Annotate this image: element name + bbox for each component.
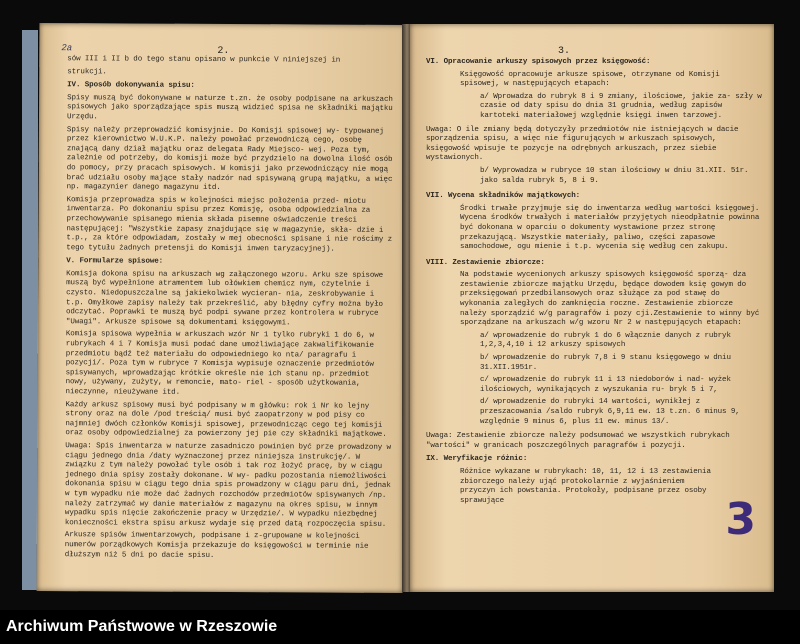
text-line: oznaczenie przedmiotów spisywanych, wprowadzając krótkie określe	[65, 360, 374, 378]
list-item	[426, 376, 762, 395]
list-item	[426, 167, 762, 186]
text-line: Po dokonaniu spisu przez Komisję, osoba odpowiedzialna za	[119, 205, 371, 216]
text-line: Zestawienie zbiorcze należy sporządzić w/g paragrafów i pozy	[460, 300, 733, 318]
text-line: cego tej komisji oraz osoby odpowiedzialnej za powierzony jej pie	[65, 421, 383, 439]
paragraph	[426, 468, 762, 506]
list-item	[426, 93, 762, 122]
handwritten-page-number: 3	[725, 494, 756, 545]
text-line: danie materiałów z magazynu na okres spisu, w innym wypadku spis	[64, 500, 378, 518]
list-item	[426, 398, 762, 427]
page-number-right: 3.	[558, 46, 571, 57]
text-line: 51r. jako salda rubryk 5, 8 i 9.	[480, 166, 749, 185]
note-paragraph: Uwaga: O ile zmiany będą dotyczyły przedmiotów nie istniejących w dacie sporządzenia spisu, a więc nie figurujących w arkuszach spisowych, księgowość wpisuje te pozycje na odrębnych arkuszach, przez siebie wystawionych.	[426, 125, 739, 163]
text-line: taryzacyjnej).	[273, 244, 335, 254]
text-line: dniu 31.XII.1951r.	[480, 354, 731, 372]
text-line: powinna być dokonana w oparciu o dokumenty wystawione przez	[460, 214, 760, 232]
text-line: jako przewodniczący nie mogą brać udziału osoby mające stały nadzór nad	[66, 165, 389, 183]
text-line: dzie i t.p., za które odpowiadam, zostały w mej obecności spisane	[66, 226, 384, 244]
text-line: i nie rościmy z tego tytułu żadnych pretensji do Komisji inwen	[66, 235, 393, 253]
text-line: Wycena środków trwałych i materiałów przyjętych nieodpłatnie	[460, 214, 725, 223]
text-line: instrukcję/. W związku z tym należy powołać tyle osób i tak roz	[65, 452, 361, 471]
text-line: spisywaną grupą majątku, a więc np. magazynier danego magazynu itd.	[66, 174, 393, 193]
page-edge-strip	[22, 30, 38, 590]
paragraph	[66, 331, 394, 400]
text-line: w terminie nie dłuższym niż 5 dni po dacie spisu.	[64, 542, 369, 560]
text-line: aby błędny cyfry można było odczytać. Poprawki te muszą być podpi	[65, 299, 383, 318]
text-line: gowym do przeksięgowań przedbilansowych oraz służące za pod	[460, 280, 747, 299]
text-line: cji.Zestawienie to winny być sporządzane na arkuszach w/g	[460, 309, 760, 328]
text-line: przeszacowania /saldo rubryk 6,9,11 ew. 13 t.zn.	[480, 408, 692, 416]
text-line: Arkusze spisowe są dokumentami księgowymi.	[105, 318, 291, 328]
text-line: tarzowej.	[682, 111, 723, 120]
text-line: zbiorczego należy ująć protokolarnie z wyjaśnieniem przyczyn	[460, 477, 685, 496]
text-line: prowadzony w ciągu jednego dnia /daty wyznaczonej przez niniejsza	[65, 443, 391, 461]
text-line: Każdy arkusz spisowy musi być podpisany w m główku: rok i Nr ko	[65, 400, 343, 411]
text-line: wyżek ilościowych, wynikających z wyszukania ru-	[480, 376, 731, 394]
text-line: nym, czytelnie i czysto. Niedopuszczalne są jakiekolwiek wycieran-	[66, 280, 370, 299]
text-line: Środki trwałe przyjmuje się do inwentarza według wartości	[460, 204, 711, 213]
section-heading: VI. Opracowanie arkuszy spisowych przez księgowość:	[426, 58, 651, 66]
section-heading: VII. Wycena składników majątkowych:	[426, 192, 581, 201]
text-line: lejny strony oraz na dole /pod treścią/ musi być zaopatrzony w pod	[65, 402, 370, 420]
text-line: sywane przez kontrolera w rubryce "Uwagi".	[65, 309, 379, 327]
paragraph	[66, 196, 394, 255]
paragraph	[65, 401, 393, 441]
text-line: nięcie zakończenie pracy w Urzędzie/. W wypadku niezbędnej konieczności	[64, 509, 378, 528]
text-line: Uwaga: Spis inwentarza w naturze zasadniczo powinien być prze	[65, 442, 334, 452]
text-line: Na podstawie wycenionych arkuszy spisowych księgowość sporzą-	[460, 271, 729, 280]
section-heading: VIII. Zestawienie zbiorcze:	[426, 258, 545, 267]
text-line: ne składniki majątku Urzędu.	[66, 104, 393, 122]
text-line: padku pozostania niemożliwości dokonania spisu w ciągu tego dnia spis	[65, 471, 387, 490]
page-number-left: 2.	[217, 45, 230, 58]
text-line: ich powstania. Protokoły, podpisane przez osoby sprawujące	[460, 487, 707, 505]
text-line: prowadzony w ciągu paru dni, jednak w tym wypadku nie może dać	[65, 481, 391, 499]
paragraph	[426, 205, 762, 253]
archive-footer	[0, 610, 800, 644]
text-line: wzoru Nr 2 w następujących etapach:	[587, 319, 742, 328]
text-line: pisy co najmniej dwóch członków Komisji spisowej, przewodnicząc	[65, 411, 365, 430]
text-line: typowanej przez kierownictwo W.U.K.P. należy powołać przewodniczą	[66, 127, 384, 145]
text-line: cego, osobę znającą dany dział majątku oraz delegata Rady Miejsco-	[66, 136, 362, 155]
right-page	[410, 24, 774, 592]
text-line: Księgowość opracowuje arkusze spisowe, otrzymane od Komisji	[460, 70, 720, 79]
note-paragraph: Uwaga: Zestawienie zbiorcze należy podsumować we wszystkich rubrykach "wartości" w granicach poszczególnych paragrafów i pozycji.	[426, 432, 730, 450]
text-line: mienie i t.p. wycenia się według cen zakupu.	[534, 243, 729, 252]
text-line: spisowej, w następujących etapach:	[460, 80, 610, 89]
paragraph	[426, 71, 762, 90]
text-line: na arkuszach spisowych jako sporządzające spis muszą widzieć spisa	[67, 95, 393, 113]
text-line: a/ Wprowadza do rubryk 8 i 9 zmiany, ilościowe, jakie za-	[480, 92, 731, 101]
text-line: 13/.	[651, 417, 670, 426]
text-line: szły w czasie od daty spisu do dnia 31 grudnia, według	[480, 92, 762, 111]
text-line: a/ wprowadzenie do rubryk 1 do 6 włącznie	[480, 331, 661, 340]
text-line: dza zestawienie zbiorcze majątku Urzędu, będące dowodem księ	[460, 271, 747, 289]
text-line: zakwalifikowanie przedmiotu bądź też materiału do odpowiedniego ko	[65, 341, 374, 359]
text-line: czy składniki majątkowe.	[280, 430, 387, 440]
paragraph	[65, 442, 393, 530]
text-line: stronę przekazującą.	[460, 223, 716, 242]
text-line: łożyć pracę, by w ciągu jednego dnia spisy zostały dokonane. W wy-	[65, 462, 383, 480]
section-heading: V. Formularze spisowe:	[66, 257, 164, 266]
list-item	[426, 354, 762, 373]
text-line: Spisy muszą być dokonywane w naturze t.zn. że osoby podpisane	[67, 93, 336, 104]
text-line: b/ wprowadzenie do rubryk 7,8 i 9 stanu księgowego w	[480, 354, 709, 363]
text-line: nta/ paragrafu i pozycji/. Poza tym w rubryce 7 Komisja wypisuje	[65, 350, 357, 369]
text-line: strukcji.	[67, 67, 107, 76]
text-line: bryk 5 i 7,	[669, 385, 718, 394]
left-page	[37, 23, 406, 593]
text-line: nia, zeskrobywanie i t.p. Omyłkowe zapisy należy tak przekreślić,	[66, 290, 375, 308]
section-heading: IV. Sposób dokonywania spisu:	[67, 81, 195, 91]
text-line: sów III i II b do tego stanu opisano w punkcie V niniejszej in	[67, 55, 341, 65]
paragraph	[67, 94, 395, 124]
text-line: 1 do 6, w rubrykach 4 i 7 Komisja musi podać dane umożliwiające	[65, 332, 374, 350]
text-line: na dowolna ilość osób do pomocy, przy pracach spisowych. W komisji	[66, 155, 393, 174]
text-line: zapisów kartoteki materiałowej względnie księgi inwen	[480, 102, 723, 120]
text-line: stawę do wykonania zaległych do zamknięcia roczne.	[460, 290, 720, 309]
text-line: Komisja przeprowadza spis w kolejności miejsc położenia przed-	[66, 195, 340, 206]
text-line: następującej: "Wszystkie zapasy znajdujące się w magazynie, skła-	[66, 224, 353, 235]
section-heading: IX. Weryfikacje różnic:	[426, 455, 528, 464]
text-line: b/ Wyprowadza w rubryce 10 stan ilościowy w dniu 31.XII.	[480, 166, 727, 175]
text-line: kolejności numerów porządkowych Komisja przekazuje do księgowości	[64, 532, 360, 551]
text-line: ekstra spisu arkusz wydaje się przed datą rozpoczęcia spisu.	[122, 519, 387, 529]
margin-note: 2a	[61, 43, 73, 54]
left-page-text	[65, 55, 396, 562]
text-line: Wszystkie materiały, paliwo, części zapasowe samochodowe, ogu	[460, 233, 716, 252]
paragraph	[67, 126, 395, 195]
text-line: 6 minus 9, względnie 9 minus 6, plus 11 ew. minus	[480, 408, 740, 426]
text-line: Arkusze spisów inwentarzowych, podpisane i z-grupowane w	[64, 531, 312, 541]
archive-name: Archiwum Państwowe w Rzeszowie	[6, 618, 278, 635]
paragraph	[66, 270, 394, 329]
right-page-text	[426, 54, 762, 506]
text-line: Komisja spisowa wypełnia w arkuszach wzór Nr 1 tylko rubryki	[65, 330, 330, 341]
text-line: Komisja dokona spisu na arkuszach wg załączonego wzoru. Arku	[66, 270, 331, 280]
text-line: miotu inwentarza.	[66, 197, 366, 214]
text-line: riel - sposób użytkowania, nieczynne, nieużywane itd.	[65, 379, 361, 397]
text-line: sze spisowe muszą być wypełnione atramentem lub ołówkiem chemicz	[66, 271, 384, 289]
text-line: Różnice wykazane w rubrykach: 10, 11, 12 i 13 zestawienia	[460, 467, 711, 476]
text-line: wej. Poza tym, zależnie od potrzeby, do komisji może być przydzielo	[66, 146, 371, 164]
list-item	[426, 332, 762, 351]
text-line: Spisy należy przeprowadzić komisyjnie. Do Komisji spisowej wy-	[66, 125, 340, 136]
paragraph	[65, 531, 393, 561]
text-line: d/ wprowadzenie do rubryki 14 wartości, wynikłej z	[480, 398, 701, 407]
text-line: c/ wprowadzenie do rubryk 11 i 13 niedoborów i nad-	[480, 376, 705, 385]
text-line: nie ich stanu np. przedmiot nowy, używany, zużyty, w remoncie, mato-	[65, 369, 370, 388]
text-line: księgowej.	[715, 204, 760, 213]
text-line: danych z rubryk 1,2,3,4,10 i 12 arkuszy spisowych	[480, 331, 731, 350]
text-line: przechowywanie spisanego mienia składa pisemne oświadczenie treści	[66, 215, 357, 225]
text-line: żadnych rozchodów przedmiotów spisywanych /np. należy zatrzymać wy	[64, 490, 387, 509]
paragraph	[426, 271, 762, 329]
